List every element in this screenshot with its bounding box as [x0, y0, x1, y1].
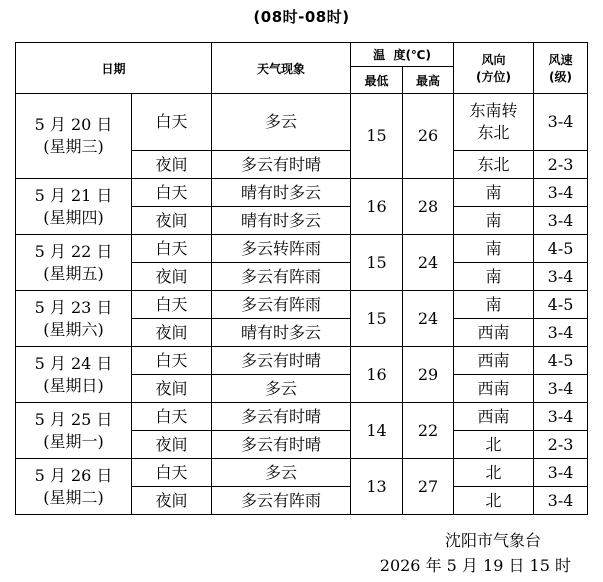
header-wind-speed-line2: (级) — [549, 70, 573, 84]
issuing-agency: 沈阳市气象台 — [444, 531, 541, 550]
temp-max: 28 — [403, 179, 454, 235]
weather-day: 多云 — [212, 459, 351, 487]
period-night: 夜间 — [132, 319, 212, 347]
temp-min: 15 — [351, 94, 403, 179]
day-date — [16, 291, 132, 347]
period-day: 白天 — [132, 235, 212, 263]
header-wind-speed-line1: 风速 — [548, 53, 573, 67]
temp-min: 13 — [351, 459, 403, 515]
date-text: 5 月 22 日 — [34, 241, 113, 261]
period-day: 白天 — [132, 459, 212, 487]
wind-dir-day: 北 — [454, 459, 534, 487]
wind-speed-night: 3-4 — [534, 375, 588, 403]
date-text: 5 月 25 日 — [34, 409, 113, 429]
period-night: 夜间 — [132, 431, 212, 459]
wind-dir-night: 北 — [454, 431, 534, 459]
wind-dir-day-line1: 东南转 — [469, 101, 518, 120]
date-text: 5 月 24 日 — [34, 353, 113, 373]
temp-max: 22 — [403, 403, 454, 459]
day-date — [16, 179, 132, 235]
period-night: 夜间 — [132, 375, 212, 403]
wind-dir-night: 西南 — [454, 319, 534, 347]
period-night: 夜间 — [132, 487, 212, 515]
header-wind-direction-line1: 风向 — [481, 53, 506, 67]
temp-max: 29 — [403, 347, 454, 403]
date-text: 5 月 21 日 — [34, 185, 113, 205]
header-temperature: 温 度(℃) — [351, 43, 454, 67]
wind-speed-night: 3-4 — [534, 487, 588, 515]
weekday-text: (星期三) — [43, 137, 104, 156]
weather-day: 多云有阵雨 — [212, 291, 351, 319]
temp-min: 14 — [351, 403, 403, 459]
wind-speed-day: 3-4 — [534, 403, 588, 431]
date-text: 5 月 20 日 — [34, 115, 113, 134]
wind-dir-night: 北 — [454, 487, 534, 515]
day-date — [16, 235, 132, 291]
temp-min: 15 — [351, 291, 403, 347]
weekday-text: (星期六) — [43, 319, 104, 339]
weather-day: 多云有时晴 — [212, 347, 351, 375]
period-night: 夜间 — [132, 151, 212, 179]
weather-night: 多云有时晴 — [212, 431, 351, 459]
weather-night: 晴有时多云 — [212, 319, 351, 347]
temp-max: 24 — [403, 235, 454, 291]
wind-dir-day: 南 — [454, 235, 534, 263]
period-night: 夜间 — [132, 207, 212, 235]
header-date: 日期 — [16, 43, 212, 94]
forecast-period-title: (08时-08时) — [253, 8, 350, 26]
wind-dir-day-line2: 东北 — [477, 123, 510, 142]
weather-day: 多云 — [212, 94, 351, 151]
weekday-text: (星期二) — [43, 487, 104, 507]
temp-min: 16 — [351, 179, 403, 235]
wind-dir-night: 东北 — [454, 151, 534, 179]
weather-night: 多云有时晴 — [212, 151, 351, 179]
period-day: 白天 — [132, 403, 212, 431]
wind-speed-night: 2-3 — [534, 151, 588, 179]
period-day: 白天 — [132, 291, 212, 319]
weekday-text: (星期五) — [43, 263, 104, 283]
period-day: 白天 — [132, 94, 212, 151]
weekday-text: (星期四) — [43, 207, 104, 227]
wind-dir-day — [454, 94, 534, 151]
wind-dir-night: 南 — [454, 207, 534, 235]
wind-speed-day: 4-5 — [534, 235, 588, 263]
wind-dir-day: 西南 — [454, 347, 534, 375]
wind-dir-day: 南 — [454, 179, 534, 207]
wind-dir-day: 南 — [454, 291, 534, 319]
period-day: 白天 — [132, 347, 212, 375]
temp-max: 24 — [403, 291, 454, 347]
header-temp-max: 最高 — [403, 67, 454, 94]
weather-day: 多云转阵雨 — [212, 235, 351, 263]
wind-dir-night: 南 — [454, 263, 534, 291]
weather-day: 多云有时晴 — [212, 403, 351, 431]
wind-speed-day: 4-5 — [534, 347, 588, 375]
date-text: 5 月 26 日 — [34, 465, 113, 485]
temp-max: 27 — [403, 459, 454, 515]
day-date — [16, 347, 132, 403]
wind-speed-day: 3-4 — [534, 459, 588, 487]
header-wind-direction-line2: (方位) — [476, 70, 512, 84]
wind-speed-night: 3-4 — [534, 319, 588, 347]
period-night: 夜间 — [132, 263, 212, 291]
date-text: 5 月 23 日 — [34, 297, 113, 317]
wind-speed-night: 3-4 — [534, 263, 588, 291]
weather-day: 晴有时多云 — [212, 179, 351, 207]
weekday-text: (星期一) — [43, 431, 104, 451]
period-day: 白天 — [132, 179, 212, 207]
wind-dir-night: 西南 — [454, 375, 534, 403]
wind-speed-night: 3-4 — [534, 207, 588, 235]
wind-speed-day: 3-4 — [534, 179, 588, 207]
wind-speed-day: 3-4 — [534, 94, 588, 151]
wind-speed-day: 4-5 — [534, 291, 588, 319]
weekday-text: (星期日) — [43, 375, 104, 395]
temp-min: 16 — [351, 347, 403, 403]
weather-night: 多云 — [212, 375, 351, 403]
day-date — [16, 94, 132, 179]
weather-night: 多云有阵雨 — [212, 487, 351, 515]
weather-night: 多云有阵雨 — [212, 263, 351, 291]
header-wind-direction — [454, 43, 534, 94]
weather-forecast-table — [15, 42, 588, 515]
day-date — [16, 459, 132, 515]
issue-time: 2026 年 5 月 19 日 15 时 — [379, 556, 571, 575]
wind-dir-day: 西南 — [454, 403, 534, 431]
day-date — [16, 403, 132, 459]
wind-speed-night: 2-3 — [534, 431, 588, 459]
temp-min: 15 — [351, 235, 403, 291]
header-wind-speed — [534, 43, 588, 94]
temp-max: 26 — [403, 94, 454, 179]
header-weather: 天气现象 — [212, 43, 351, 94]
weather-night: 晴有时多云 — [212, 207, 351, 235]
header-temp-min: 最低 — [351, 67, 403, 94]
